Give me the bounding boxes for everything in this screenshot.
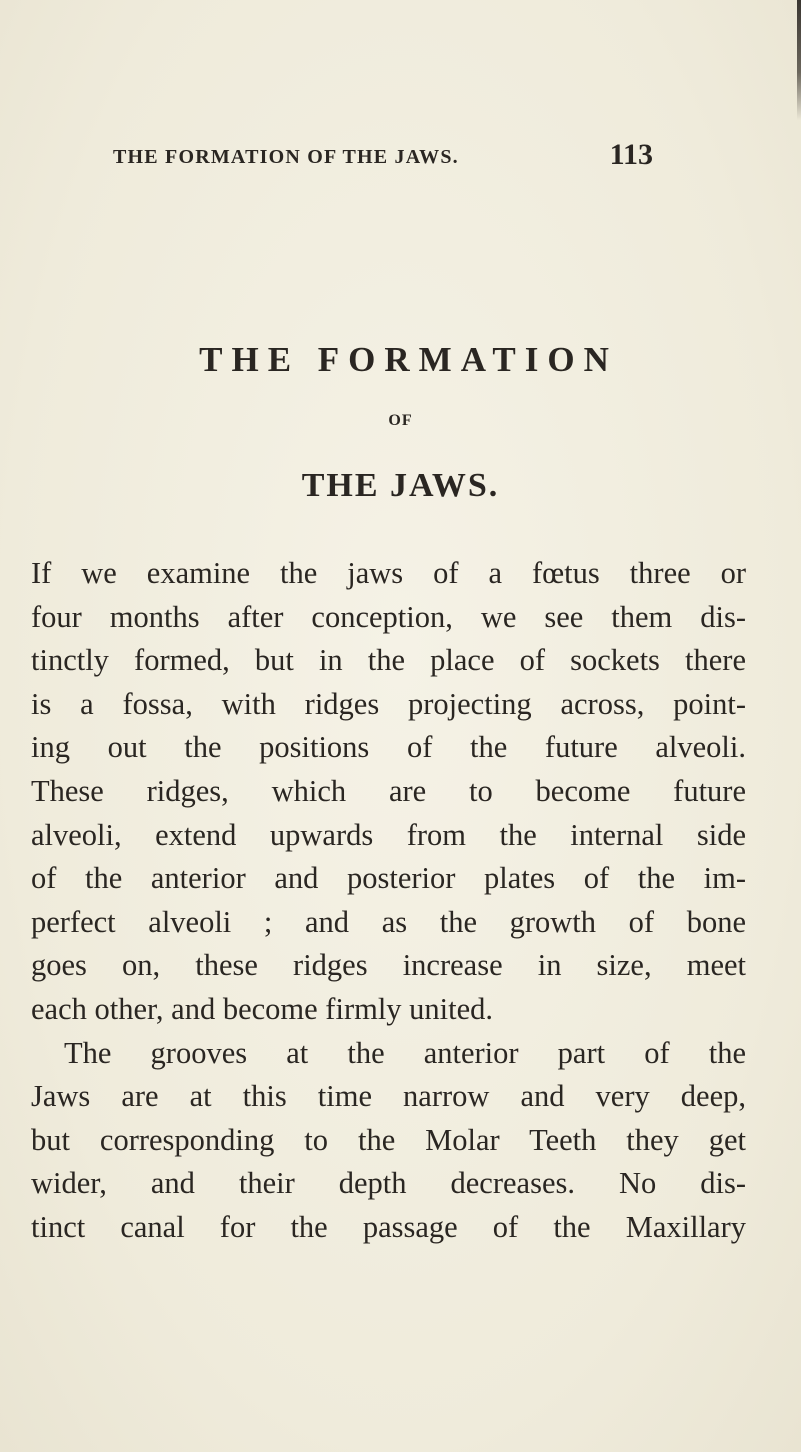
page-number: 113	[609, 138, 653, 171]
text-line: These ridges, which are to become future	[31, 773, 746, 808]
text-line: each other, and become firmly united.	[31, 991, 494, 1026]
text-line: The grooves at the anterior part of the	[64, 1035, 746, 1070]
text-line: alveoli, extend upwards from the internal side	[31, 817, 746, 852]
text-line: four months after conception, we see them dis-	[31, 599, 746, 634]
text-line: wider, and their depth decreases. No dis-	[31, 1166, 746, 1201]
text-line: tinctly formed, but in the place of sockets there	[31, 643, 746, 678]
text-line: If we examine the jaws of a fœtus three or	[31, 556, 746, 590]
body-text	[31, 552, 746, 1250]
chapter-title-line-2: OF	[388, 412, 413, 429]
running-head-title: THE FORMATION OF THE JAWS.	[113, 146, 459, 168]
text-line: perfect alveoli ; and as the growth of bone	[31, 904, 746, 939]
text-line: ing out the positions of the future alveoli.	[31, 730, 746, 765]
page-edge-shadow	[797, 0, 801, 120]
text-line: Jaws are at this time narrow and very deep,	[31, 1079, 746, 1114]
chapter-title-line-3: THE JAWS.	[301, 467, 500, 504]
running-head	[113, 138, 653, 174]
text-line: is a fossa, with ridges projecting across, point-	[31, 686, 746, 721]
text-line: of the anterior and posterior plates of the im-	[31, 861, 746, 896]
text-line: tinct canal for the passage of the Maxillary	[31, 1209, 746, 1244]
text-line: but corresponding to the Molar Teeth they get	[31, 1122, 746, 1157]
chapter-title-line-1: THE FORMATION	[199, 340, 618, 379]
text-line: goes on, these ridges increase in size, meet	[31, 948, 746, 983]
